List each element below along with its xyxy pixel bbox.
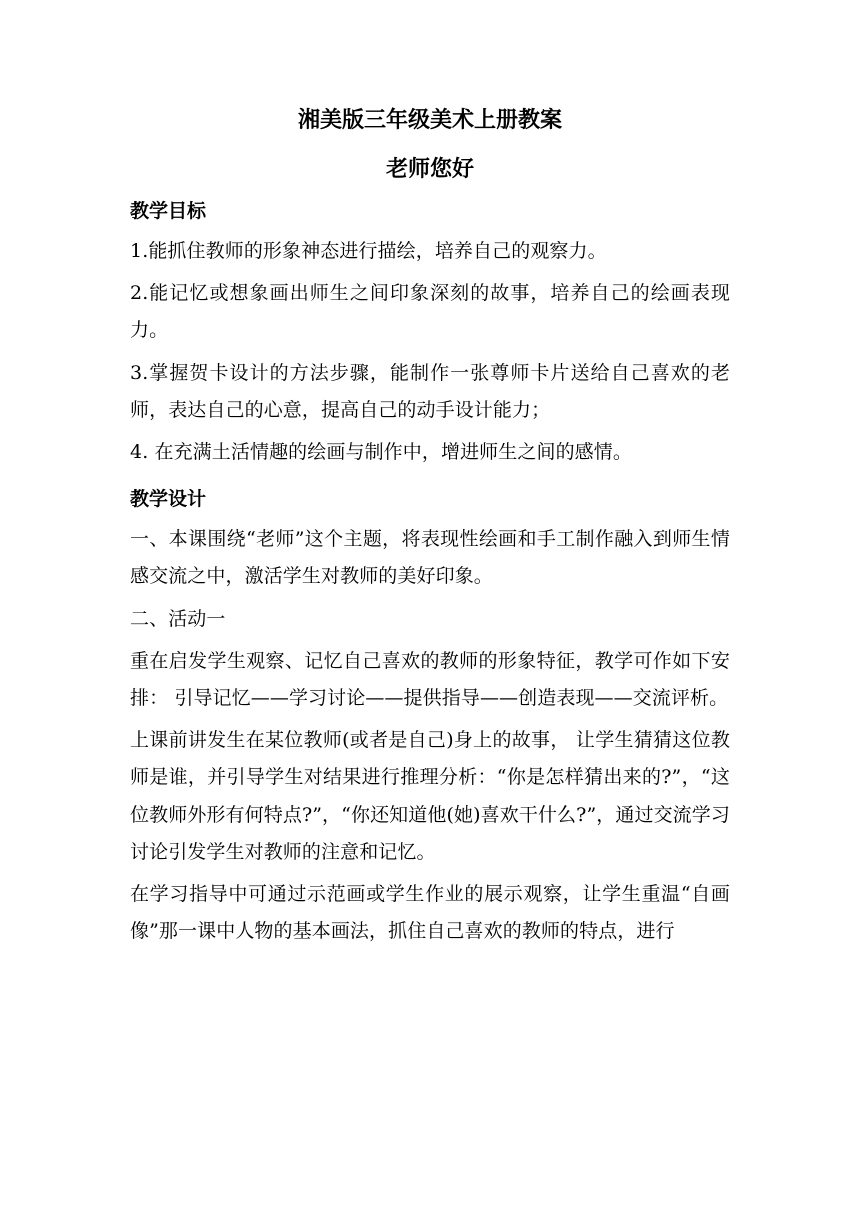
section-teaching-goals (130, 198, 730, 471)
design-paragraph-4: 上课前讲发生在某位教师(或者是自己)身上的故事， 让学生猜猜这位教师是谁，并引导学生对结果进行推理分析：“你是怎样猜出来的?”，“这位教师外形有何特点?”，“你还知道他(她)喜欢干什么?”，通过交流学习讨论引发学生对教师的注意和记忆。 (130, 729, 730, 863)
goal-item-2: 2.能记忆或想象画出师生之间印象深刻的故事，培养自己的绘画表现力。 (130, 282, 730, 342)
section-heading-design: 教学设计 (130, 488, 207, 511)
design-paragraph-5: 在学习指导中可通过示范画或学生作业的展示观察，让学生重温“自画像”那一课中人物的基本画法，抓住自己喜欢的教师的特点，进行 (130, 883, 730, 943)
document-subtitle: 老师您好 (385, 157, 474, 182)
goal-item-4: 4. 在充满土活情趣的绘画与制作中，增进师生之间的感情。 (130, 441, 632, 464)
document-title: 湘美版三年级美术上册教案 (297, 108, 562, 133)
design-paragraph-1: 一、本课围绕“老师”这个主题，将表现性绘画和手工制作融入到师生情感交流之中，激活学生对教师的美好印象。 (130, 528, 730, 588)
design-paragraph-2: 二、活动一 (130, 607, 226, 630)
section-heading-goals: 教学目标 (130, 200, 207, 222)
design-paragraph-3: 重在启发学生观察、记忆自己喜欢的教师的形象特征，教学可作如下安排： 引导记忆——学习讨论——提供指导——创造表现——交流评析。 (130, 649, 730, 710)
document-page (130, 108, 730, 950)
section-teaching-design (130, 486, 730, 950)
goal-item-3: 3.掌握贺卡设计的方法步骤，能制作一张尊师卡片送给自己喜欢的老师，表达自己的心意，提高自己的动手设计能力； (130, 361, 730, 421)
goal-item-1: 1.能抓住教师的形象神态进行描绘，培养自己的观察力。 (130, 240, 607, 262)
